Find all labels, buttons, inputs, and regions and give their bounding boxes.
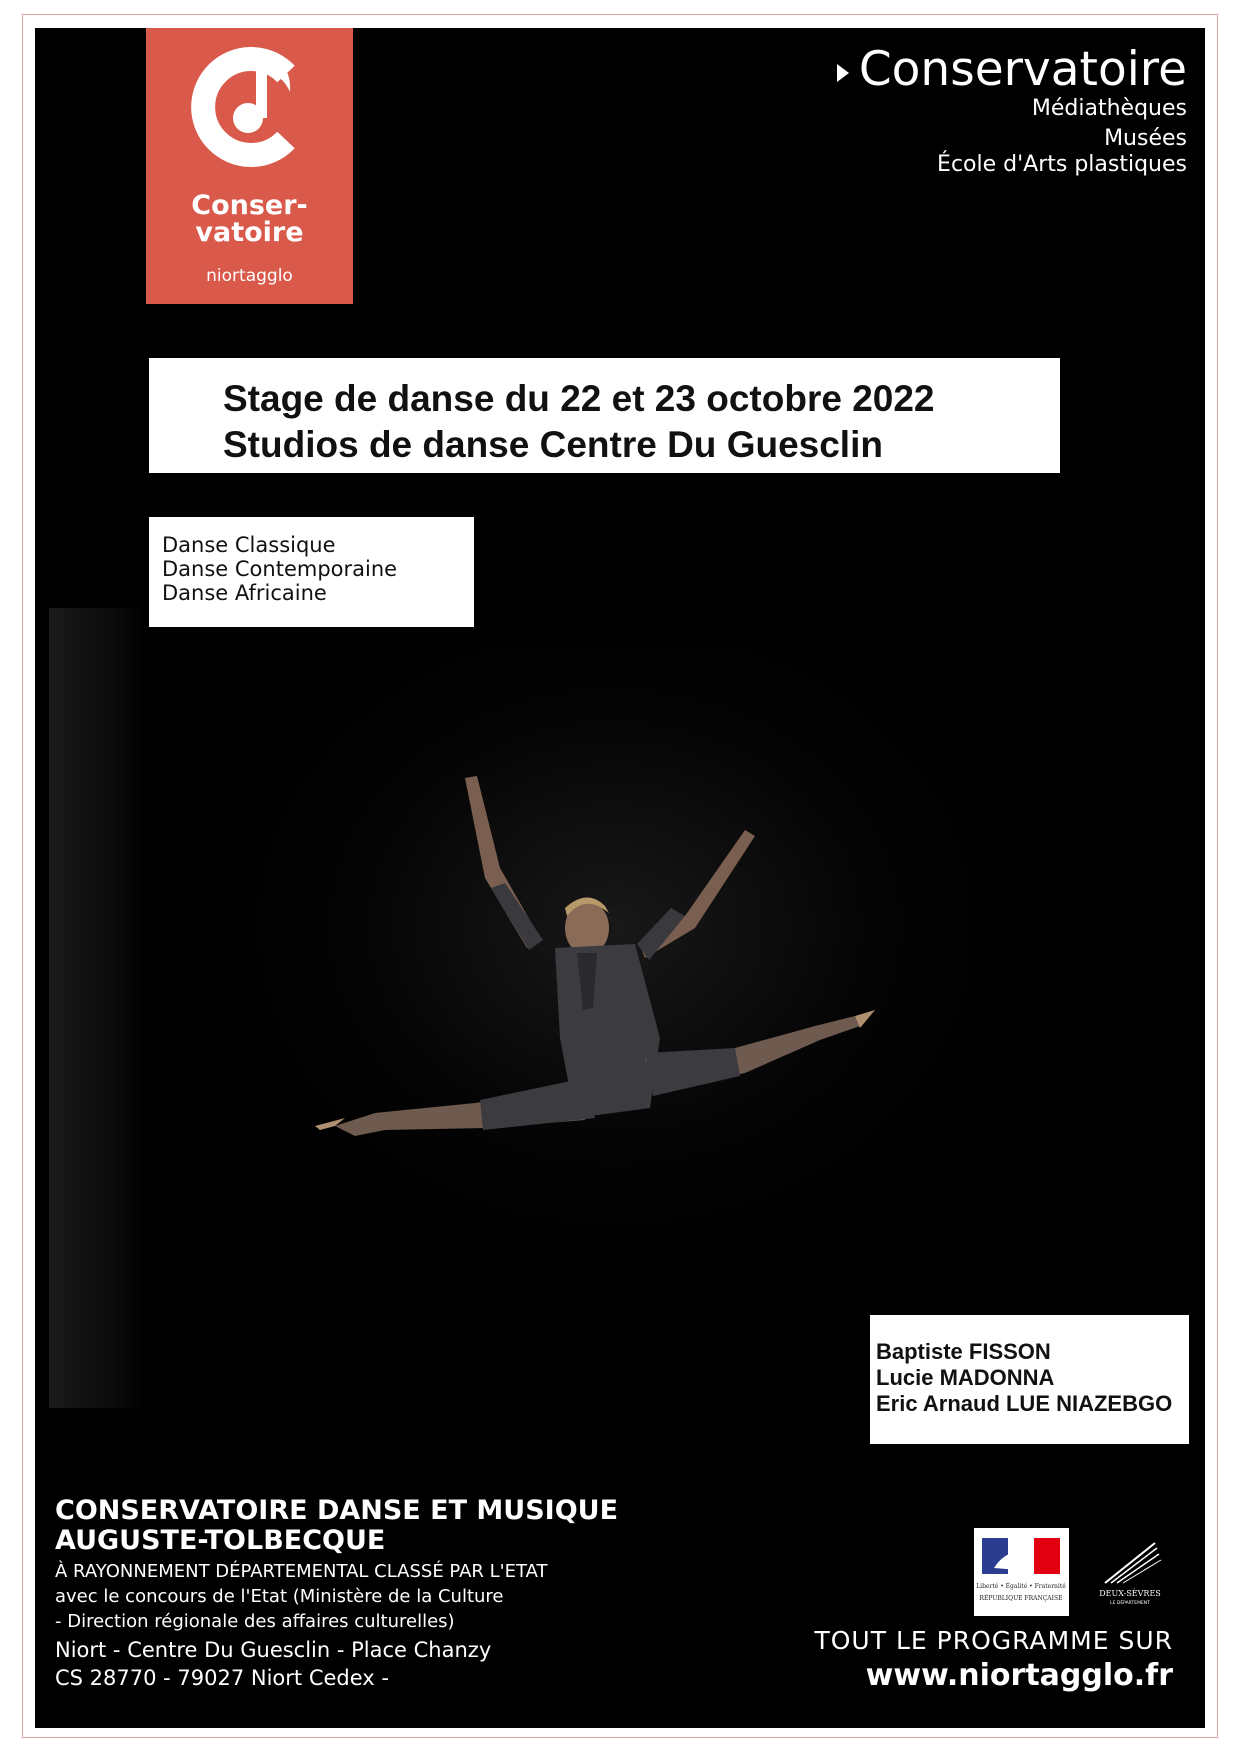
program-url-link[interactable]: www.niortagglo.fr xyxy=(865,1658,1173,1693)
dance-style-item: Danse Contemporaine xyxy=(162,557,398,581)
conservatoire-logo xyxy=(146,28,353,304)
teacher-name: Eric Arnaud LUE NIAZEBGO xyxy=(876,1391,1173,1416)
header-link-ecole: École d'Arts plastiques xyxy=(937,152,1187,177)
header-link-mediatheques: Médiathèques xyxy=(1031,96,1187,121)
dance-style-item: Danse Africaine xyxy=(162,581,327,605)
republique-francaise-logo xyxy=(974,1528,1069,1616)
logo-text-line2: vatoire xyxy=(195,217,304,248)
header-link-musees: Musées xyxy=(1104,126,1187,151)
departement-name: DEUX-SÈVRES xyxy=(1099,1589,1161,1598)
organization-address-line2: CS 28770 - 79027 Niort Cedex - xyxy=(55,1666,389,1690)
republique-name: RÉPUBLIQUE FRANÇAISE xyxy=(979,1595,1063,1602)
headline-line1: Stage de danse du 22 et 23 octobre 2022 xyxy=(223,378,935,419)
music-note-c-icon xyxy=(186,44,312,170)
stage-curtain xyxy=(49,608,144,1408)
organization-address-line1: Niort - Centre Du Guesclin - Place Chanzy xyxy=(55,1638,492,1662)
organization-title-line2: AUGUSTE-TOLBECQUE xyxy=(55,1525,386,1556)
dance-style-item: Danse Classique xyxy=(162,533,336,557)
header-title-text: Conservatoire xyxy=(858,42,1187,97)
organization-support-line1: avec le concours de l'Etat (Ministère de la Culture xyxy=(55,1586,504,1607)
logo-subtitle: niortagglo xyxy=(206,266,293,286)
republique-motto: Liberté • Égalité • Fraternité xyxy=(976,1583,1066,1590)
organization-status: À RAYONNEMENT DÉPARTEMENTAL CLASSÉ PAR L'ETAT xyxy=(55,1561,548,1582)
dance-styles-box xyxy=(149,517,474,627)
teacher-name: Baptiste FISSON xyxy=(876,1339,1051,1364)
organization-title-line1: CONSERVATOIRE DANSE ET MUSIQUE xyxy=(55,1495,619,1526)
triangle-arrow-icon xyxy=(837,64,849,82)
teacher-name: Lucie MADONNA xyxy=(876,1365,1055,1390)
deux-sevres-logo xyxy=(1085,1538,1175,1610)
header-title xyxy=(837,42,1187,98)
organization-support-line2: - Direction régionale des affaires culturelles) xyxy=(55,1611,455,1632)
headline xyxy=(223,376,935,468)
marianne-flag-icon xyxy=(974,1528,1069,1616)
departement-subtitle: LE DÉPARTEMENT xyxy=(1110,1601,1150,1606)
poster xyxy=(35,28,1205,1728)
dancer-photo xyxy=(315,748,935,1208)
program-label: TOUT LE PROGRAMME SUR xyxy=(814,1626,1173,1655)
headline-box xyxy=(149,358,1060,473)
logo-text-line1: Conser- xyxy=(191,190,308,221)
headline-line2: Studios de danse Centre Du Guesclin xyxy=(223,424,883,465)
teachers-box xyxy=(870,1315,1189,1444)
